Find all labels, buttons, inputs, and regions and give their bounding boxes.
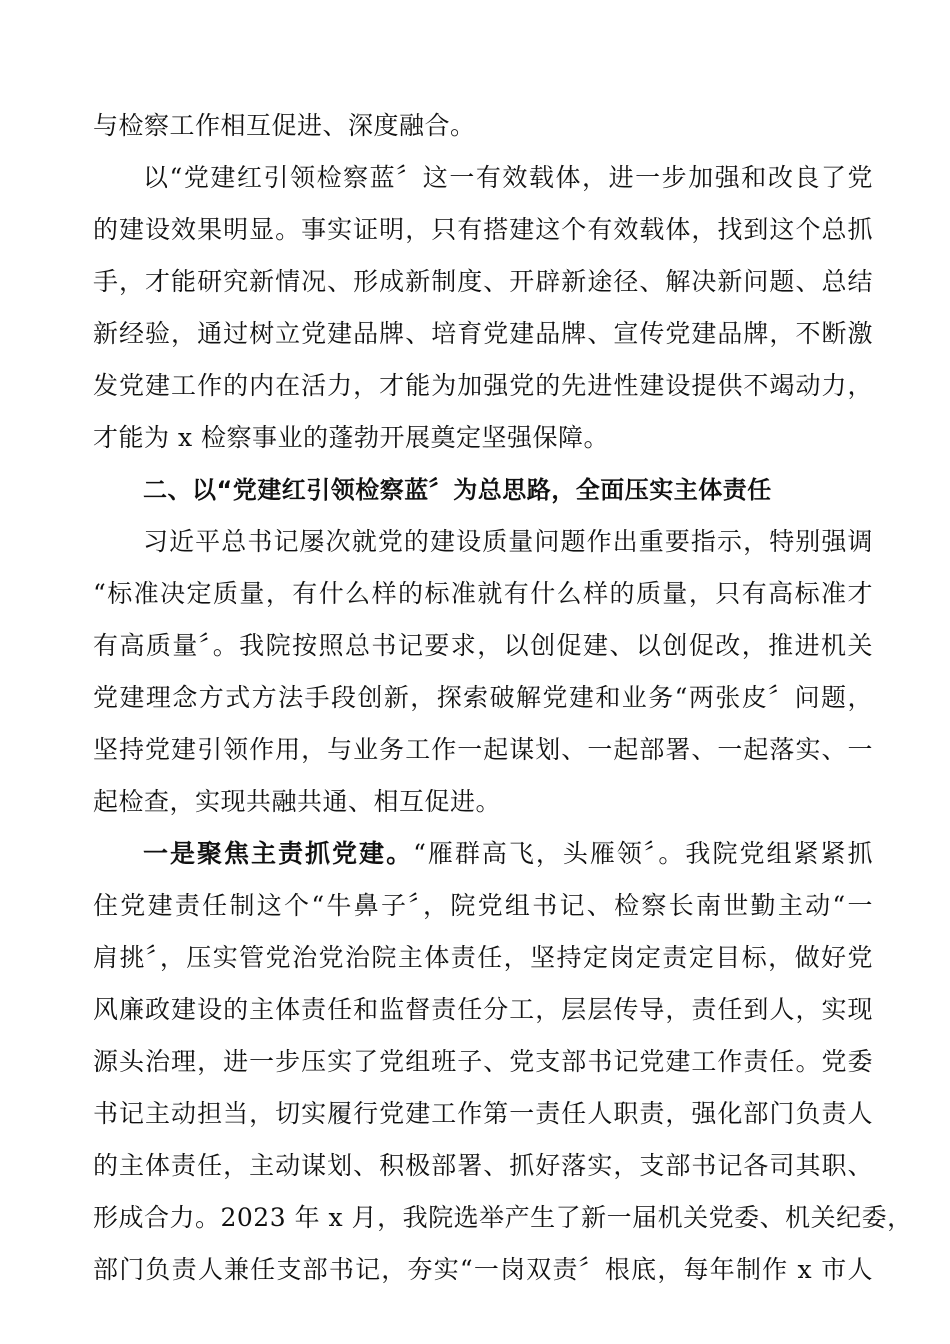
paragraph-4-line-4: 风廉政建设的主体责任和监督责任分工，层层传导，责任到人，实现 [93, 995, 873, 1024]
paragraph-1-line-1: 与检察工作相互促进、深度融合。 [93, 111, 476, 140]
paragraph-3-line-6: 起检查，实现共融共通、相互促进。 [93, 787, 502, 816]
paragraph-2-line-3: 手，才能研究新情况、形成新制度、开辟新途径、解决新问题、总结 [93, 267, 873, 296]
paragraph-4-line-9: 部门负责人兼任支部书记，夯实“一岗双责〞根底，每年制作 x 市人 [93, 1255, 873, 1284]
section-heading-2: 二、以“党建红引领检察蓝〞为总思路，全面压实主体责任 [143, 476, 772, 504]
paragraph-4-line-3: 肩挑〞，压实管党治党治院主体责任，坚持定岗定责定目标，做好党 [93, 943, 873, 972]
paragraph-2-line-1: 以“党建红引领检察蓝〞这一有效载体，进一步加强和改良了党 [143, 163, 873, 192]
paragraph-3-line-4: 党建理念方式方法手段创新，探索破解党建和业务“两张皮〞问题， [93, 683, 873, 712]
paragraph-2-line-5: 发党建工作的内在活力，才能为加强党的先进性建设提供不竭动力， [93, 371, 873, 400]
paragraph-3-line-3: 有高质量〞。我院按照总书记要求，以创促建、以创促改，推进机关 [93, 631, 873, 660]
paragraph-3-line-2: “标准决定质量，有什么样的标准就有什么样的质量，只有高标准才 [93, 579, 873, 608]
paragraph-4-line-8: 形成合力。2023 年 x 月，我院选举产生了新一届机关党委、机关纪委， [93, 1203, 913, 1232]
paragraph-4-line-1 [143, 834, 873, 874]
paragraph-4-line-2: 住党建责任制这个“牛鼻子〞，院党组书记、检察长南世勤主动“一 [93, 891, 873, 920]
paragraph-3-line-1: 习近平总书记屡次就党的建设质量问题作出重要指示，特别强调 [143, 527, 873, 556]
paragraph-2-line-2: 的建设效果明显。事实证明，只有搭建这个有效载体，找到这个总抓 [93, 215, 873, 244]
paragraph-2-line-6: 才能为 x 检察事业的蓬勃开展奠定坚强保障。 [93, 423, 609, 452]
paragraph-3-line-5: 坚持党建引领作用，与业务工作一起谋划、一起部署、一起落实、一 [93, 735, 873, 764]
paragraph-4-line-7: 的主体责任，主动谋划、积极部署、抓好落实，支部书记各司其职、 [93, 1151, 873, 1180]
paragraph-4-line-1-rest: “雁群高飞，头雁领〞。我院党组紧紧抓 [413, 839, 873, 868]
paragraph-4-bold-lead: 一是聚焦主责抓党建。 [143, 839, 414, 868]
paragraph-4-line-5: 源头治理，进一步压实了党组班子、党支部书记党建工作责任。党委 [93, 1047, 873, 1076]
paragraph-4-line-6: 书记主动担当，切实履行党建工作第一责任人职责，强化部门负责人 [93, 1099, 873, 1128]
paragraph-2-line-4: 新经验，通过树立党建品牌、培育党建品牌、宣传党建品牌，不断激 [93, 319, 873, 348]
